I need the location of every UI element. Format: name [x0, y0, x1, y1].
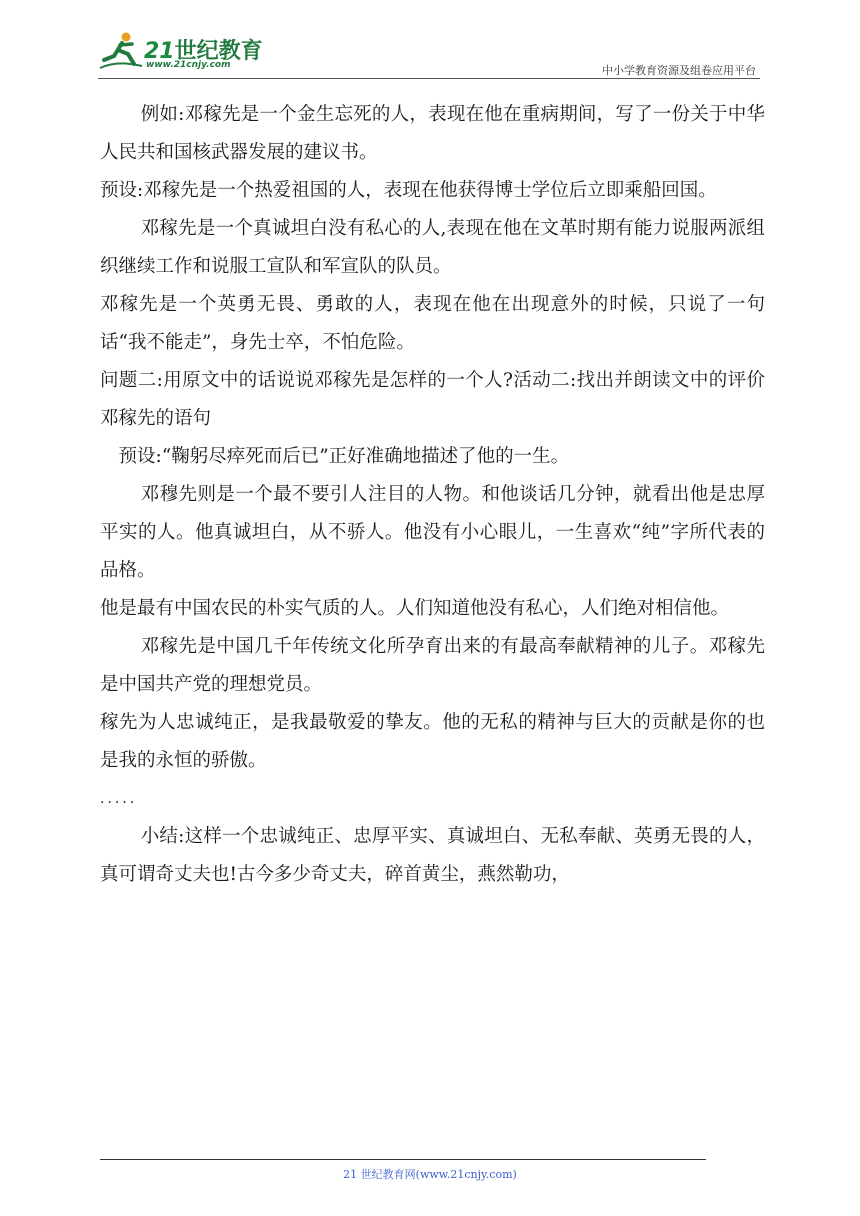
footer-divider: [100, 1159, 706, 1160]
page-footer[interactable]: 21 世纪教育网(www.21cnjy.com): [343, 1168, 517, 1181]
logo-name: 世纪教育: [174, 39, 263, 64]
ellipsis-line: .....: [100, 791, 138, 807]
paragraph-summary: 小结:这样一个忠诚纯正、忠厚平实、真诚坦白、无私奉献、英勇无畏的人，真可谓奇丈夫也!古今多少奇丈夫，碎首黄尘，燕然勒功，: [100, 826, 765, 885]
paragraph-quote-4: 稼先为人忠诚纯正，是我最敬爱的挚友。他的无私的精神与巨大的贡献是你的也是我的永恒的骄傲。: [100, 712, 765, 771]
paragraph-preset-1: 预设:邓稼先是一个热爱祖国的人，表现在他获得博士学位后立即乘船回国。: [100, 180, 717, 201]
paragraph-example: 例如:邓稼先是一个金生忘死的人，表现在他在重病期间，写了一份关于中华人民共和国核武器发展的建议书。: [100, 104, 765, 163]
paragraph-sincere: 邓稼先是一个真诚坦白没有私心的人,表现在他在文革时期有能力说服两派组织继续工作和说服工宣队和军宣队的队员。: [100, 218, 765, 277]
platform-label: 中小学教育资源及组卷应用平台: [602, 64, 756, 77]
paragraph-question-two: 问题二:用原文中的话说说邓稼先是怎样的一个人?活动二:找出并朗读文中的评价邓稼先的语句: [100, 370, 765, 429]
runner-icon: [98, 30, 144, 74]
logo-number: 21: [144, 39, 175, 64]
paragraph-quote-1: 邓穆先则是一个最不要引人注目的人物。和他谈话几分钟，就看出他是忠厚平实的人。他真诚坦白，从不骄人。他没有小心眼儿，一生喜欢“纯”字所代表的品格。: [100, 484, 765, 581]
header-divider: [98, 78, 760, 79]
page-header: [98, 30, 760, 82]
site-logo[interactable]: [98, 30, 298, 78]
paragraph-quote-2: 他是最有中国农民的朴实气质的人。人们知道他没有私心，人们绝对相信他。: [100, 598, 730, 619]
paragraph-preset-2: 预设:“鞠躬尽瘁死而后已”正好准确地描述了他的一生。: [118, 446, 570, 467]
document-body: [100, 96, 765, 894]
paragraph-quote-3: 邓稼先是中国几千年传统文化所孕育出来的有最高奉献精神的儿子。邓稼先是中国共产党的理想党员。: [100, 636, 765, 695]
paragraph-brave: 邓稼先是一个英勇无畏、勇敢的人，表现在他在出现意外的时候，只说了一句话“我不能走”，身先士卒，不怕危险。: [100, 294, 765, 353]
logo-url: www.21cnjy.com: [146, 60, 231, 70]
